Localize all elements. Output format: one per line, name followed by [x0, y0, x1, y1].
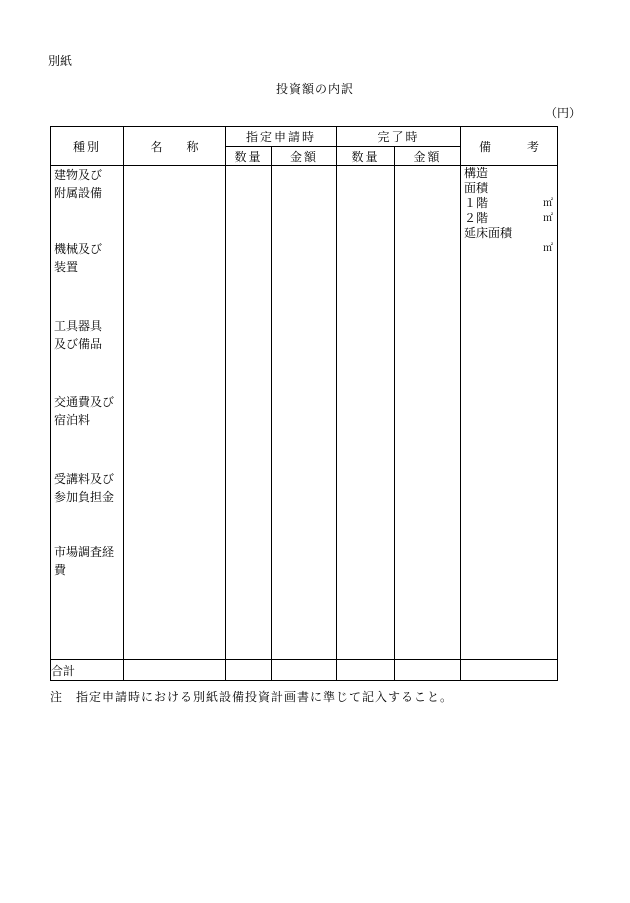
col-header-completed: 完了時: [337, 127, 461, 147]
subheader-amount-completed: 金額: [395, 147, 461, 166]
remarks-total-floor: 延床面積: [464, 226, 513, 240]
remarks-total-floor-unit: ㎡: [543, 243, 554, 254]
total-quantity-completed-cell[interactable]: [337, 660, 395, 681]
remarks-cell[interactable]: [461, 166, 558, 660]
page-title: 投資額の内訳: [275, 82, 354, 96]
total-amount-completed-cell[interactable]: [395, 660, 461, 681]
total-remarks-cell[interactable]: [461, 660, 558, 681]
total-name-cell[interactable]: [124, 660, 226, 681]
unit-label: （円）: [544, 106, 581, 120]
col-header-designated: 指定申請時: [226, 127, 337, 147]
category-market-research: 市場調査経 費: [54, 545, 115, 577]
total-amount-designated-cell[interactable]: [272, 660, 337, 681]
remarks-block: [464, 166, 553, 256]
amount-designated-cell[interactable]: [272, 166, 337, 660]
col-header-type: 種別: [51, 127, 124, 166]
col-header-name: 名 称: [124, 127, 226, 166]
total-quantity-designated-cell[interactable]: [226, 660, 272, 681]
type-cell: [51, 166, 124, 660]
category-buildings: 建物及び 附属設備: [54, 168, 103, 200]
amount-completed-cell[interactable]: [395, 166, 461, 660]
name-cell[interactable]: [124, 166, 226, 660]
quantity-completed-cell[interactable]: [337, 166, 395, 660]
footnote: 注 指定申請時における別紙設備投資計画書に準じて記入すること。: [50, 690, 454, 704]
col-header-remarks: 備 考: [461, 127, 558, 166]
category-machinery: 機械及び 装置: [54, 242, 103, 274]
subheader-quantity-completed: 数量: [337, 147, 395, 166]
total-label: 合計: [51, 660, 124, 681]
remarks-structure: 構造: [464, 166, 489, 180]
remarks-floor2: ２階 ㎡: [464, 211, 554, 225]
category-tools: 工具器具 及び備品: [54, 319, 103, 351]
category-travel: 交通費及び 宿泊料: [54, 395, 115, 427]
remarks-floor1: １階 ㎡: [464, 196, 554, 210]
remarks-area: 面積: [464, 181, 489, 195]
quantity-designated-cell[interactable]: [226, 166, 272, 660]
subheader-amount-designated: 金額: [272, 147, 337, 166]
attachment-label: 別紙: [48, 54, 73, 68]
category-tuition: 受講料及び 参加負担金: [54, 472, 115, 504]
subheader-quantity-designated: 数量: [226, 147, 272, 166]
investment-table: [50, 126, 558, 681]
